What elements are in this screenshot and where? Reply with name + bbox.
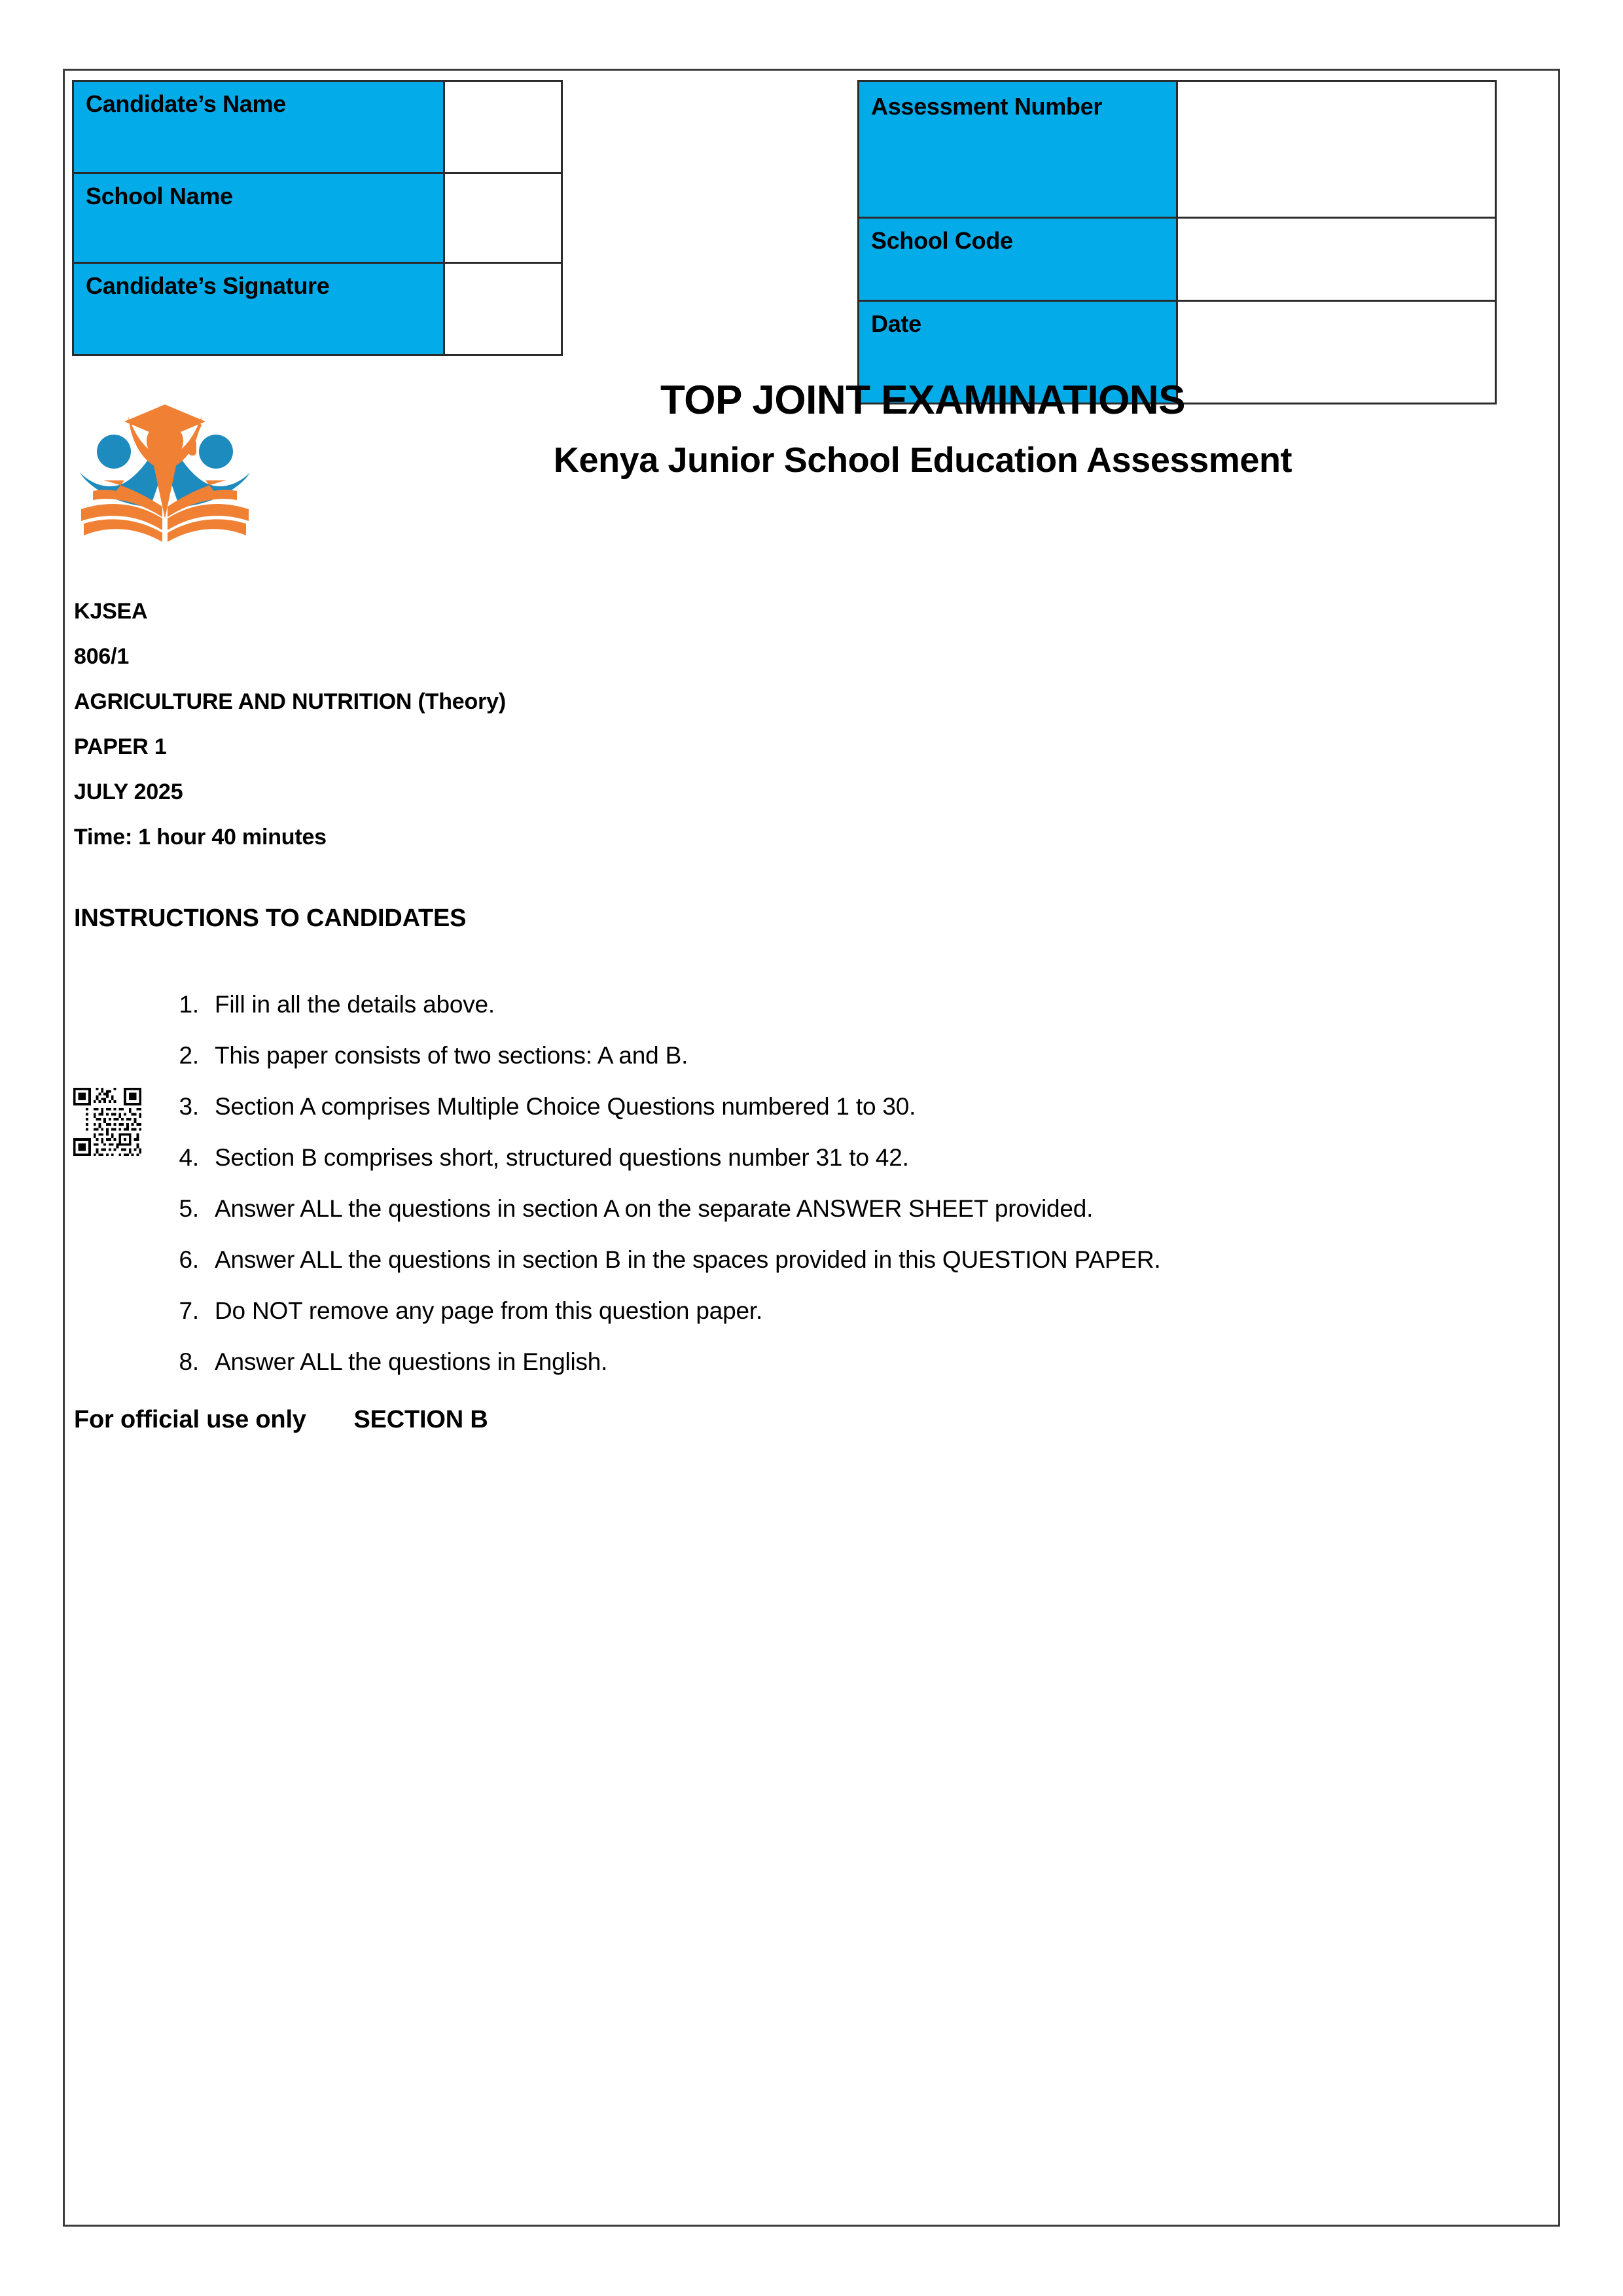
list-item-text: Answer ALL the questions in section B in the spaces provided in this QUESTION PAPER. — [215, 1246, 1161, 1273]
list-item-text: Fill in all the details above. — [215, 991, 495, 1018]
list-item-number: 8. — [179, 1348, 199, 1375]
list-item-number: 2. — [179, 1042, 199, 1069]
list-item-number: 4. — [179, 1144, 199, 1171]
qr-code-icon — [71, 1085, 144, 1158]
paper-number: PAPER 1 — [74, 734, 167, 759]
official-use-label: For official use only — [74, 1406, 306, 1433]
paper-code: 806/1 — [74, 644, 130, 669]
list-item — [160, 979, 1508, 1030]
list-item-text: Do NOT remove any page from this question paper. — [215, 1297, 763, 1324]
instructions-heading: INSTRUCTIONS TO CANDIDATES — [74, 905, 467, 932]
exam-title: TOP JOINT EXAMINATIONS — [660, 378, 1185, 423]
subject-name: AGRICULTURE AND NUTRITION (Theory) — [74, 689, 506, 714]
list-item — [160, 1336, 1508, 1388]
school-code-field[interactable] — [1177, 218, 1496, 301]
list-item-number: 1. — [179, 991, 199, 1018]
assessment-code: KJSEA — [74, 599, 148, 624]
exam-session: JULY 2025 — [74, 780, 183, 804]
list-item-number: 5. — [179, 1195, 199, 1222]
list-item — [160, 1081, 1508, 1132]
candidate-name-label: Candidate’s Name — [73, 81, 444, 173]
table-row — [73, 81, 562, 173]
list-item-text: Section B comprises short, structured questions number 31 to 42. — [215, 1144, 909, 1171]
table-row — [73, 263, 562, 355]
list-item-text: Answer ALL the questions in section A on the separate ANSWER SHEET provided. — [215, 1195, 1094, 1222]
school-name-field[interactable] — [444, 173, 562, 263]
list-item-number: 6. — [179, 1246, 199, 1273]
paper-meta-block — [74, 589, 506, 860]
candidate-signature-field[interactable] — [444, 263, 562, 355]
school-name-label: School Name — [73, 173, 444, 263]
candidate-details-table — [72, 80, 563, 356]
candidate-name-field[interactable] — [444, 81, 562, 173]
assessment-number-field[interactable] — [1177, 81, 1496, 218]
section-b-label: SECTION B — [353, 1406, 488, 1433]
list-item — [160, 1132, 1508, 1183]
list-item-text: This paper consists of two sections: A and B. — [215, 1042, 688, 1069]
exam-subtitle: Kenya Junior School Education Assessment — [553, 440, 1293, 480]
date-label: Date — [859, 301, 1177, 404]
list-item — [160, 1234, 1508, 1285]
list-item — [160, 1030, 1508, 1081]
table-row — [73, 173, 562, 263]
instructions-list — [160, 979, 1508, 1388]
list-item — [160, 1183, 1508, 1234]
list-item — [160, 1285, 1508, 1336]
exam-duration: Time: 1 hour 40 minutes — [74, 825, 327, 850]
list-item-number: 7. — [179, 1297, 199, 1324]
official-use-line — [74, 1406, 488, 1434]
top-joint-examinations-logo — [77, 378, 253, 542]
list-item-number: 3. — [179, 1093, 199, 1120]
assessment-number-label: Assessment Number — [859, 81, 1177, 218]
candidate-signature-label: Candidate’s Signature — [73, 263, 444, 355]
school-code-label: School Code — [859, 218, 1177, 301]
table-row — [859, 218, 1496, 301]
list-item-text: Answer ALL the questions in English. — [215, 1348, 608, 1375]
assessment-details-table — [857, 80, 1497, 404]
list-item-text: Section A comprises Multiple Choice Questions numbered 1 to 30. — [215, 1093, 916, 1120]
table-row — [859, 81, 1496, 218]
